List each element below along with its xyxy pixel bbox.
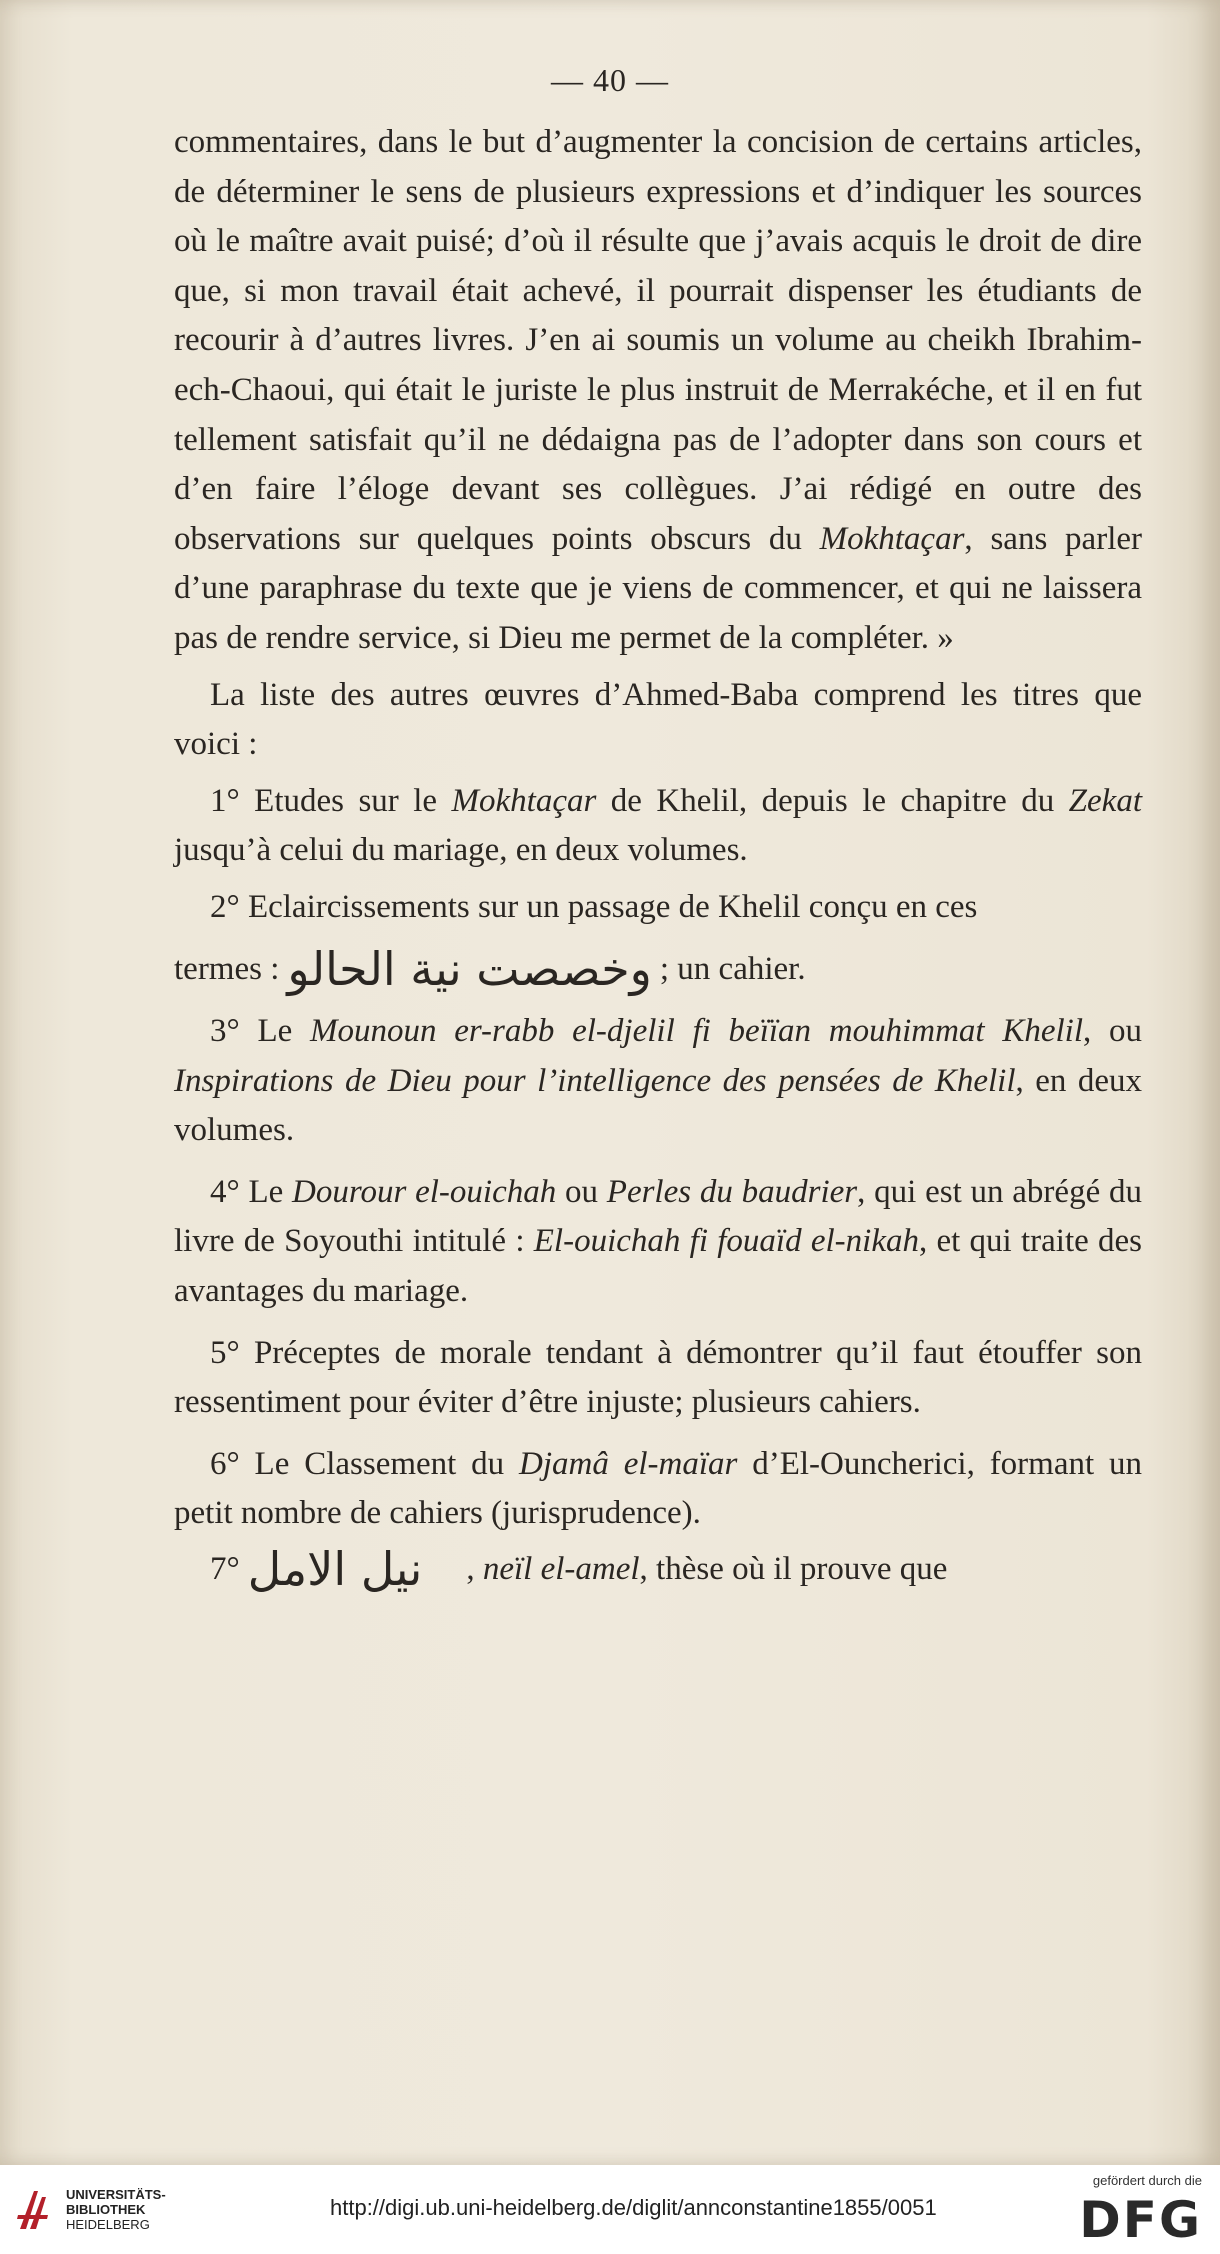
item-title: neïl el-amel [482, 1551, 640, 1588]
item-number: 3° [210, 1013, 240, 1050]
item-text: Eclaircissements sur un passage de Khelil conçu en ces [239, 888, 978, 925]
item-title: Zekat [1068, 782, 1142, 819]
list-item-3 [174, 1007, 1142, 1156]
item-text: Etudes sur le [239, 782, 452, 819]
item-title: Mounoun er-rabb el-djelil fi beïïan mouhimmat Khelil [309, 1013, 1084, 1050]
paragraph-liste: La liste des autres œuvres d’Ahmed-Baba comprend les titres que voici : [174, 676, 1142, 763]
item-text: , en deux volumes. [174, 1062, 1143, 1149]
body-text [174, 118, 1142, 1595]
arabic-quote: وخصصت نية الحالو [287, 941, 652, 996]
library-name-line: UNIVERSITÄTS- [66, 2187, 166, 2202]
item-number: 2° [210, 888, 240, 925]
paragraph-text-post: , sans parler d’une paraphrase du texte que je viens de commencer, et qui ne laissera pas de rendre service, si Dieu me permet de la compléter. » [174, 520, 1142, 656]
item-text: de Khelil, depuis le chapitre du [596, 782, 1069, 819]
item-text: , qui est un abrégé du livre de Soyouthi intitulé : [174, 1173, 1142, 1260]
item-text: ou [556, 1173, 607, 1210]
item-title: Mokhtaçar [451, 782, 597, 819]
viewer-footer [0, 2165, 1220, 2254]
list-item-6 [174, 1440, 1142, 1539]
item-text: d’El-Ouncherici, formant un petit nombre de cahiers (jurisprudence). [174, 1445, 1143, 1532]
item-text: , ou [1083, 1013, 1143, 1050]
paragraph-text: commentaires, dans le but d’augmenter la concision de certains articles, de déterminer le sens de plusieurs expressions et d’indiquer les sources où le maître avait puisé; d’où il résulte que j’avais acquis le droit de dire que, si mon travail était achevé, il pourrait dispenser les étudiants de recourir à d’autres livres. J’en ai soumis un volume au cheikh Ibrahim-ech-Chaoui, qui était le juriste le plus instruit de Merrakéche, et il en fut tellement satisfait qu’il ne dédaigna pas de l’adopter dans son cours et d’en faire l’éloge devant ses collègues. J’ai rédigé en outre des observations sur quelques points obscurs [174, 124, 1142, 557]
funding-label: gefördert durch die [1092, 2173, 1202, 2188]
item-text: Le Classement du [239, 1445, 520, 1482]
list-item-5 [174, 1329, 1142, 1428]
item-text: jusqu’à celui du mariage, en deux volumes. [174, 832, 748, 869]
library-name-line: HEIDELBERG [66, 2217, 150, 2232]
item-text: termes : [174, 950, 280, 987]
item-text: , [466, 1551, 483, 1588]
list-item-7 [174, 1539, 1142, 1595]
library-logo-icon [14, 2185, 54, 2235]
item-number: 7° [210, 1551, 240, 1588]
item-number: 1° [210, 782, 240, 819]
library-name-line: BIBLIOTHEK [66, 2202, 146, 2217]
title-mokhtacar: Mokhtaçar [819, 520, 965, 557]
item-text: Préceptes de morale tendant à démontrer qu’il faut étouffer son ressentiment pour éviter d’être injuste; plusieurs cahiers. [174, 1334, 1142, 1421]
dfg-logo: DFG [1079, 2191, 1202, 2249]
item-title: Perles du baudrier [606, 1173, 858, 1210]
item-title: Dourour el-ouichah [292, 1173, 557, 1210]
item-number: 5° [210, 1334, 240, 1371]
item-title: Inspirations de Dieu pour l’intelligence des pensées de Khelil [174, 1062, 1016, 1099]
list-item-1 [174, 777, 1142, 876]
arabic-title: نيل الامل [247, 1542, 423, 1597]
item-text: Le [239, 1173, 293, 1210]
item-number: 4° [210, 1173, 240, 1210]
paragraph-text-pre: du [768, 520, 820, 557]
page-number: — 40 — [551, 62, 669, 98]
library-name [66, 2187, 236, 2232]
list-item-4 [174, 1168, 1142, 1317]
paragraph-commentaires [174, 118, 1142, 664]
item-title: El-ouichah fi fouaïd el-nikah [533, 1223, 919, 1260]
permalink-url[interactable]: http://digi.ub.uni-heidelberg.de/diglit/annconstantine1855/0051 [330, 2195, 937, 2220]
arabic-quote-line [174, 933, 1142, 1001]
item-title: Djamâ el-maïar [519, 1445, 738, 1482]
item-number: 6° [210, 1445, 240, 1482]
item-text: ; un cahier. [659, 950, 806, 987]
item-text: , thèse où il prouve que [639, 1551, 948, 1588]
item-text: , et qui traite des avantages du mariage. [174, 1223, 1143, 1310]
item-text: Le [239, 1013, 310, 1050]
list-item-2 [174, 883, 1142, 933]
